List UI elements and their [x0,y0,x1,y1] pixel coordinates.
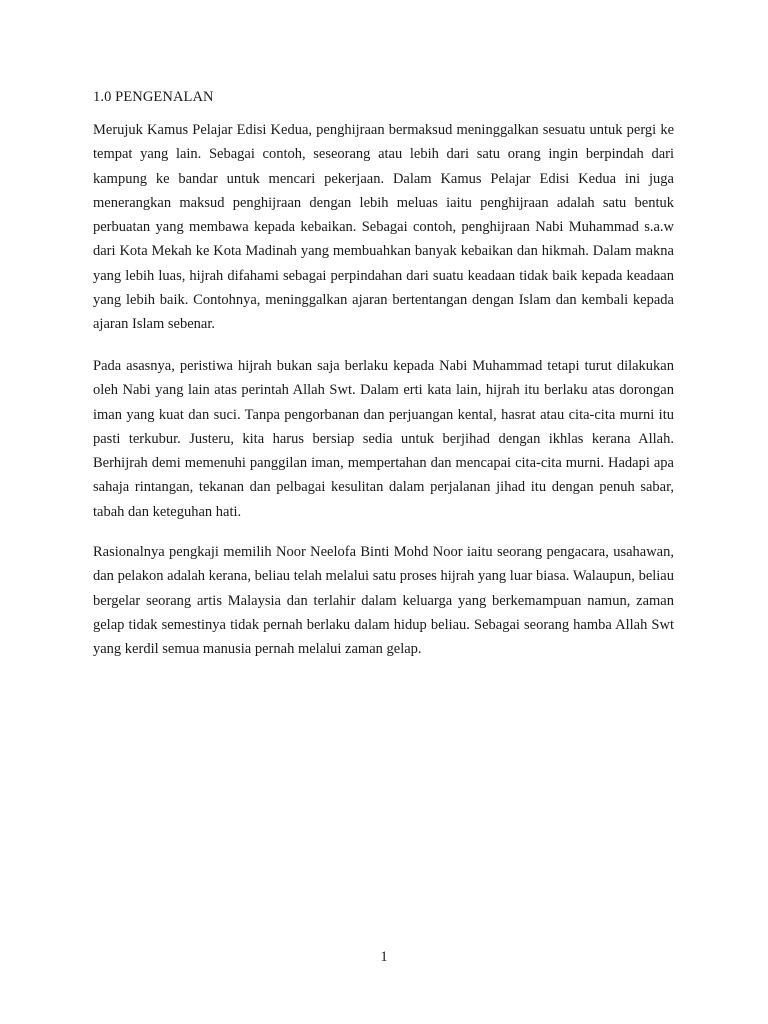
paragraph-rationale: Rasionalnya pengkaji memilih Noor Neelofa Binti Mohd Noor iaitu seorang pengacara, usahawan, dan pelakon adalah kerana, beliau telah melalui satu proses hijrah yang luar biasa. Walaupun, beliau bergelar seorang artis Malaysia dan terlahir dalam keluarga yang berkemampuan namun, zaman gelap tidak semestinya tidak pernah berlaku dalam hidup beliau. Sebagai seorang hamba Allah Swt yang kerdil semua manusia pernah melalui zaman gelap. [93,544,674,658]
page-number: 1 [380,949,388,965]
paragraph-kamus-definition: Merujuk Kamus Pelajar Edisi Kedua, penghijraan bermaksud meninggalkan sesuatu untuk pergi ke tempat yang lain. Sebagai contoh, seseorang atau lebih dari satu orang ingin berpindah dari kampung ke bandar untuk mencari pekerjaan. Dalam Kamus Pelajar Edisi Kedua ini juga menerangkan maksud penghijraan dengan lebih meluas iaitu penghijraan adalah satu bentuk perbuatan yang membawa kepada kebaikan. Sebagai contoh, penghijraan Nabi Muhammad s.a.w dari Kota Mekah ke Kota Madinah yang membuahkan banyak kebaikan dan hikmah. Dalam makna yang lebih luas, hijrah difahami sebagai perpindahan dari suatu keadaan tidak baik kepada keadaan yang lebih baik. Contohnya, meninggalkan ajaran bertentangan dengan Islam dan kembali kepada ajaran Islam sebenar. [93,122,674,333]
section-heading: 1.0 PENGENALAN [93,89,214,105]
paragraph-hijrah-background: Pada asasnya, peristiwa hijrah bukan saja berlaku kepada Nabi Muhammad tetapi turut dilakukan oleh Nabi yang lain atas perintah Allah Swt. Dalam erti kata lain, hijrah itu berlaku atas dorongan iman yang kuat dan suci. Tanpa pengorbanan dan perjuangan kental, hasrat atau cita-cita murni itu pasti terkubur. Justeru, kita harus bersiap sedia untuk berjihad dengan ikhlas kerana Allah. Berhijrah demi memenuhi panggilan iman, mempertahan dan mencapai cita-cita murni. Hadapi apa sahaja rintangan, tekanan dan pelbagai kesulitan dalam perjalanan jihad itu dengan penuh sabar, tabah dan keteguhan hati. [93,358,674,520]
